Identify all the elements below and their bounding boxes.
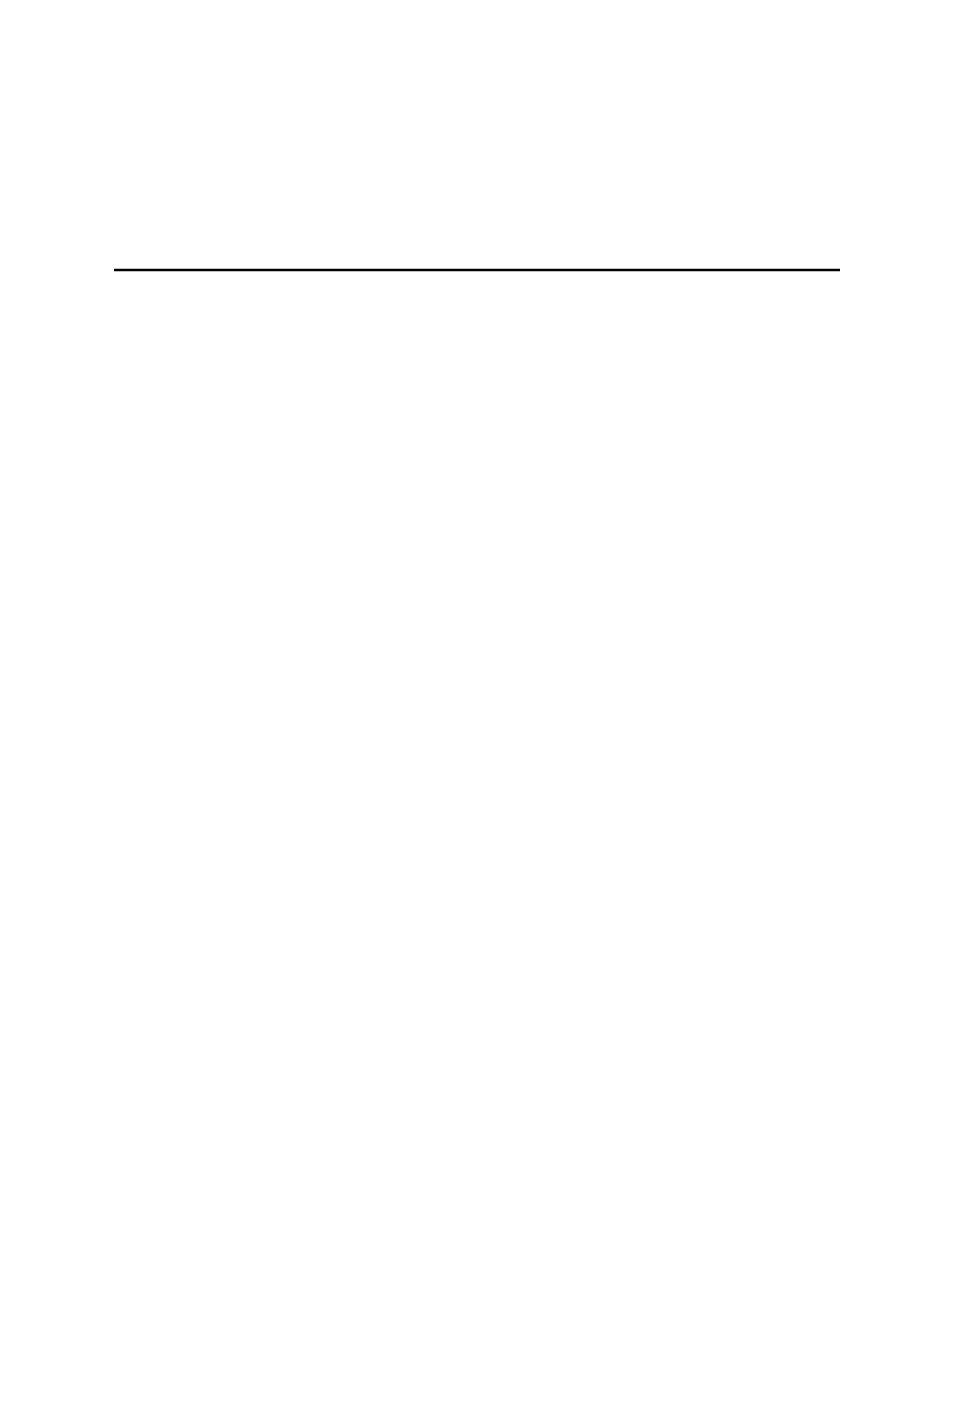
border-bottom: [8, 1340, 948, 1382]
border-left: [8, 55, 50, 1340]
page-title: [130, 95, 820, 215]
border-top: [8, 8, 948, 50]
subtitle: [112, 228, 842, 274]
border-right: [904, 55, 946, 1340]
